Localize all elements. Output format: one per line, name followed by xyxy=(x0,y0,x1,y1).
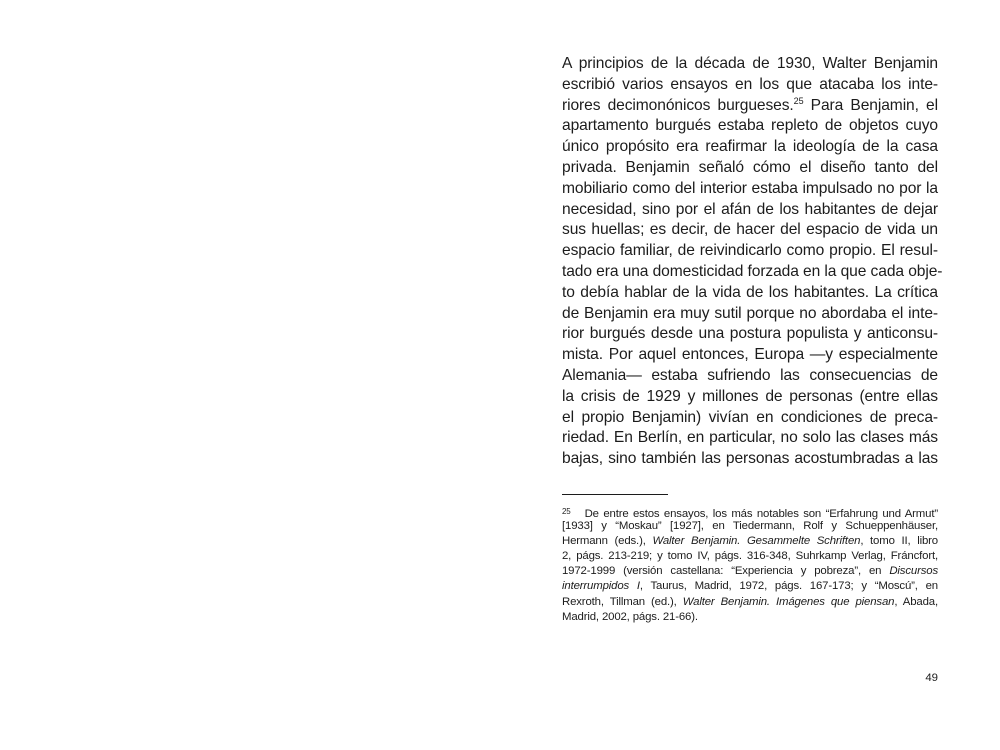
text-line: privada. Benjamin señaló cómo el diseño tanto del xyxy=(562,158,938,176)
footnote-text: , tomo II, libro xyxy=(860,535,938,548)
book-title: Walter Benjamin. Gesammelte Schriften xyxy=(652,535,861,548)
footnote-line: 2, págs. 213-219; y tomo IV, págs. 316-348, Suhrkamp Verlag, Fráncfort, xyxy=(562,550,938,563)
text-line xyxy=(562,96,938,117)
text-line: Alemania— estaba sufriendo las consecuencias de xyxy=(562,366,938,384)
footnote-line: Madrid, 2002, págs. 21-66). xyxy=(562,610,698,623)
text-line: apartamento burgués estaba repleto de objetos cuyo xyxy=(562,117,938,135)
footnote-text: 1972-1999 (versión castellana: “Experiencia y pobreza”, en xyxy=(562,565,890,578)
footnote-line xyxy=(562,534,938,549)
text-segment: Para Benjamin, el xyxy=(803,96,938,114)
text-line: el propio Benjamin) vivían en condiciones de preca- xyxy=(562,408,938,426)
footnote-reference[interactable]: 25 xyxy=(793,95,804,106)
text-line: A principios de la década de 1930, Walter Benjamin xyxy=(562,55,938,72)
footnote-divider xyxy=(562,494,668,495)
footnote-text: De entre estos ensayos, los más notables son “Erfahrung und Armut” xyxy=(584,508,938,520)
text-line: espacio familiar, de reivindicarlo como propio. El resul- xyxy=(562,242,938,260)
body-paragraph xyxy=(562,54,943,470)
footnote-line xyxy=(562,595,938,610)
text-line: bajas, sino también las personas acostumbradas a las xyxy=(562,450,938,468)
footnote-line xyxy=(562,504,938,519)
text-line: la crisis de 1929 y millones de personas (entre ellas xyxy=(562,387,938,405)
book-title: interrumpidos I xyxy=(562,580,640,593)
page-number: 49 xyxy=(925,672,938,684)
text-line: sus huellas; es decir, de hacer del espacio de vida un xyxy=(562,221,938,239)
text-line: rior burgués desde una postura populista y anticonsu- xyxy=(562,325,938,343)
text-segment: riores decimonónicos burgueses. xyxy=(562,96,794,114)
text-line: escribió varios ensayos en los que atacaba los inte- xyxy=(562,75,938,93)
text-line: mista. Por aquel entonces, Europa —y especialmente xyxy=(562,346,938,364)
footnote-text: Rexroth, Tillman (ed.), xyxy=(562,595,683,608)
footnote-line xyxy=(562,579,938,594)
footnote xyxy=(562,504,938,625)
book-title: Discursos xyxy=(889,565,938,578)
text-line: de Benjamin era muy sutil porque no abordaba el inte- xyxy=(562,304,938,322)
text-line: tado era una domesticidad forzada en la que cada obje- xyxy=(562,262,943,280)
text-line: mobiliario como del interior estaba impulsado no por la xyxy=(562,179,938,197)
text-line: necesidad, sino por el afán de los habitantes de dejar xyxy=(562,200,938,218)
footnote-number: 25 xyxy=(562,507,571,516)
footnote-text: , Taurus, Madrid, 1972, págs. 167-173; y “Moscú”, en xyxy=(639,580,938,593)
text-line: único propósito era reafirmar la ideología de la casa xyxy=(562,138,938,156)
footnote-text: Hermann (eds.), xyxy=(562,535,653,548)
book-title: Walter Benjamin. Imágenes que piensan xyxy=(682,595,895,608)
footnote-line: [1933] y “Moskau” [1927], en Tiedermann, Rolf y Schueppenhäuser, xyxy=(562,520,938,533)
text-line: riedad. En Berlín, en particular, no solo las clases más xyxy=(562,429,938,447)
text-line: to debía hablar de la vida de los habitantes. La crítica xyxy=(562,283,938,301)
footnote-line xyxy=(562,564,938,579)
footnote-text: , Abada, xyxy=(894,595,938,608)
